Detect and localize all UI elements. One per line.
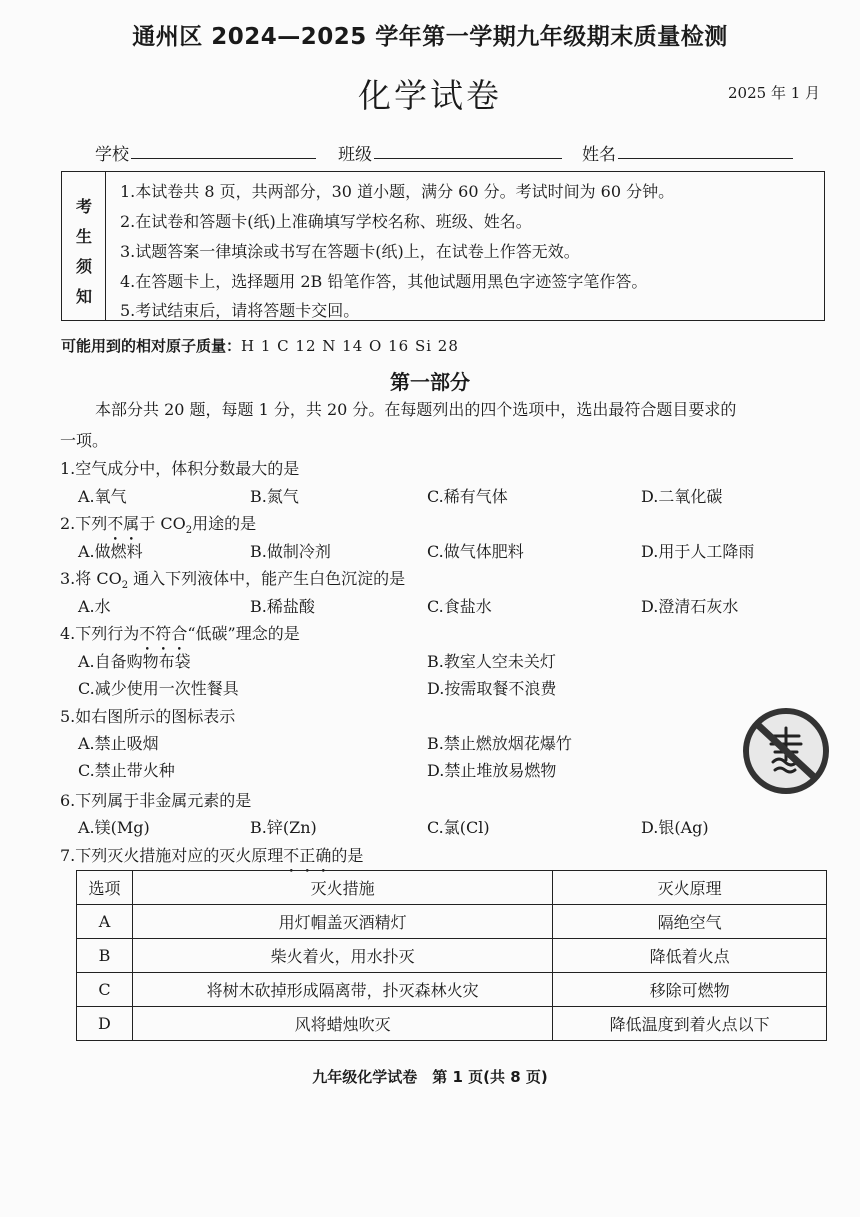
table-header-row bbox=[77, 871, 827, 905]
class-label: 班级 bbox=[338, 145, 372, 165]
q3-option-a[interactable]: A.水 bbox=[78, 597, 111, 616]
student-info-row bbox=[95, 140, 793, 165]
name-blank[interactable] bbox=[618, 140, 793, 159]
q4-option-d[interactable]: D.按需取餐不浪费 bbox=[427, 679, 557, 698]
table-cell: 柴火着火，用水扑灭 bbox=[132, 939, 552, 973]
notice-side-char: 考 bbox=[75, 197, 92, 216]
q6-option-c[interactable]: C.氯(Cl) bbox=[427, 818, 490, 837]
table-cell: 将树木砍掉形成隔离带，扑灭森林火灾 bbox=[132, 973, 552, 1007]
q3-option-d[interactable]: D.澄清石灰水 bbox=[641, 597, 739, 616]
fire-extinguishing-table bbox=[76, 870, 827, 1041]
table-header: 选项 bbox=[77, 871, 133, 905]
notice-side-char: 须 bbox=[75, 257, 92, 276]
q6-option-d[interactable]: D.银(Ag) bbox=[641, 818, 709, 837]
exam-date: 2025 年 1 月 bbox=[728, 84, 821, 102]
table-cell: 风将蜡烛吹灭 bbox=[132, 1007, 552, 1041]
table-cell: 降低着火点 bbox=[553, 939, 827, 973]
table-row bbox=[77, 939, 827, 973]
table-header: 灭火原理 bbox=[553, 871, 827, 905]
q3-option-b[interactable]: B.稀盐酸 bbox=[250, 597, 315, 616]
table-cell: A bbox=[77, 905, 133, 939]
q2-option-d[interactable]: D.用于人工降雨 bbox=[641, 542, 755, 561]
q4-option-c[interactable]: C.减少使用一次性餐具 bbox=[78, 679, 239, 698]
table-row bbox=[77, 905, 827, 939]
table-cell: C bbox=[77, 973, 133, 1007]
atomic-mass-line bbox=[61, 335, 459, 356]
page-footer: 九年级化学试卷 第 1 页(共 8 页) bbox=[312, 1068, 548, 1086]
part-one-intro-cont: 一项。 bbox=[60, 431, 109, 450]
notice-side-label bbox=[62, 172, 106, 320]
atomic-mass-values: H 1 C 12 N 14 O 16 Si 28 bbox=[241, 337, 459, 355]
question-7-stem: 7.下列灭火措施对应的灭火原理不正确的是 bbox=[60, 846, 364, 865]
q1-option-b[interactable]: B.氮气 bbox=[250, 487, 299, 506]
exam-title: 通州区 2024—2025 学年第一学期九年级期末质量检测 bbox=[132, 24, 728, 50]
subject-title: 化学试卷 bbox=[358, 76, 502, 115]
question-1-stem: 1.空气成分中，体积分数最大的是 bbox=[60, 459, 300, 478]
part-one-title: 第一部分 bbox=[390, 370, 470, 394]
table-header: 灭火措施 bbox=[132, 871, 552, 905]
name-label: 姓名 bbox=[582, 145, 616, 165]
q1-option-a[interactable]: A.氧气 bbox=[78, 487, 127, 506]
question-2-stem: 2.下列不属于 $CO_2$用途的是 bbox=[60, 514, 257, 537]
table-cell: B bbox=[77, 939, 133, 973]
table-cell: 用灯帽盖灭酒精灯 bbox=[132, 905, 552, 939]
q5-option-d[interactable]: D.禁止堆放易燃物 bbox=[427, 761, 557, 780]
atomic-mass-label: 可能用到的相对原子质量： bbox=[61, 337, 242, 355]
question-4-stem: 4.下列行为不符合“低碳”理念的是 bbox=[60, 624, 300, 643]
notice-item: 4.在答题卡上，选择题用 2B 铅笔作答，其他试题用黑色字迹签字笔作答。 bbox=[120, 272, 648, 291]
question-6-stem: 6.下列属于非金属元素的是 bbox=[60, 791, 252, 810]
q4-option-a[interactable]: A.自备购物布袋 bbox=[78, 652, 191, 671]
notice-side-char: 知 bbox=[75, 287, 92, 306]
notice-item: 5.考试结束后，请将答题卡交回。 bbox=[120, 301, 360, 320]
q1-option-d[interactable]: D.二氧化碳 bbox=[641, 487, 723, 506]
table-cell: 隔绝空气 bbox=[553, 905, 827, 939]
q2-option-a[interactable]: A.做燃料 bbox=[78, 542, 143, 561]
q6-option-a[interactable]: A.镁(Mg) bbox=[78, 818, 150, 837]
class-blank[interactable] bbox=[374, 140, 562, 159]
school-label: 学校 bbox=[95, 145, 129, 165]
q5-option-b[interactable]: B.禁止燃放烟花爆竹 bbox=[427, 734, 572, 753]
school-blank[interactable] bbox=[131, 140, 316, 159]
q1-option-c[interactable]: C.稀有气体 bbox=[427, 487, 508, 506]
table-cell: D bbox=[77, 1007, 133, 1041]
part-one-intro: 本部分共 20 题，每题 1 分，共 20 分。在每题列出的四个选项中，选出最符合题目要求的 bbox=[95, 400, 737, 419]
q6-option-b[interactable]: B.锌(Zn) bbox=[250, 818, 317, 837]
q3-option-c[interactable]: C.食盐水 bbox=[427, 597, 492, 616]
notice-side-char: 生 bbox=[75, 227, 92, 246]
q5-option-c[interactable]: C.禁止带火种 bbox=[78, 761, 175, 780]
q5-option-a[interactable]: A.禁止吸烟 bbox=[78, 734, 159, 753]
question-3-stem: 3.将 $CO_2$ 通入下列液体中，能产生白色沉淀的是 bbox=[60, 569, 406, 592]
table-row bbox=[77, 973, 827, 1007]
q4-option-b[interactable]: B.教室人空未关灯 bbox=[427, 652, 556, 671]
table-row bbox=[77, 1007, 827, 1041]
notice-item: 2.在试卷和答题卡(纸)上准确填写学校名称、班级、姓名。 bbox=[120, 212, 532, 231]
no-firecrackers-icon bbox=[743, 708, 829, 794]
exam-notice-box bbox=[61, 171, 825, 321]
notice-item: 3.试题答案一律填涂或书写在答题卡(纸)上，在试卷上作答无效。 bbox=[120, 242, 580, 261]
question-5-stem: 5.如右图所示的图标表示 bbox=[60, 707, 236, 726]
q2-option-c[interactable]: C.做气体肥料 bbox=[427, 542, 524, 561]
table-cell: 降低温度到着火点以下 bbox=[553, 1007, 827, 1041]
notice-item: 1.本试卷共 8 页，共两部分，30 道小题，满分 60 分。考试时间为 60 分钟。 bbox=[120, 182, 675, 201]
table-cell: 移除可燃物 bbox=[553, 973, 827, 1007]
q2-option-b[interactable]: B.做制冷剂 bbox=[250, 542, 331, 561]
